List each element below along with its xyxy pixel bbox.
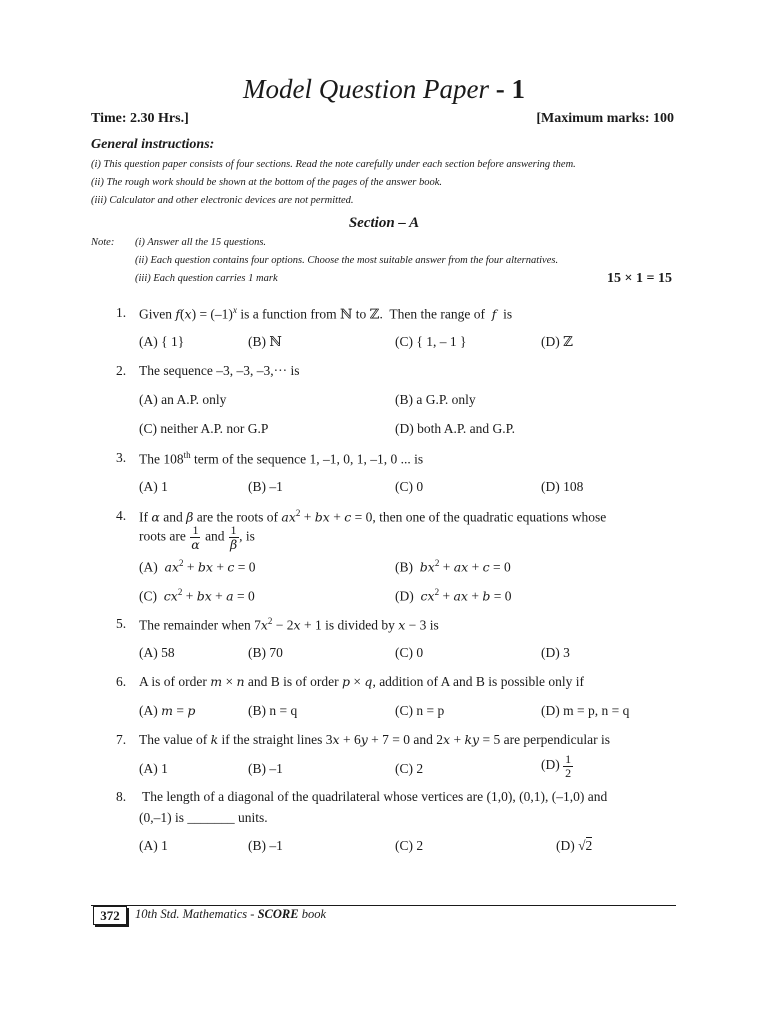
question-text: A is of order m × n and B is of order p × q, addition of A and B is possible only if — [139, 674, 584, 689]
question-number: 1. — [116, 305, 127, 320]
question-text-cont: (0,–1) is _______ units. — [139, 810, 268, 825]
page-number: 372 — [93, 906, 127, 925]
section-marks: 15 × 1 = 15 — [607, 271, 672, 286]
question-text: The remainder when $7x^2 - 2x + 1$ is divided by x − 3 is — [139, 616, 439, 633]
option-b: (B) –1 — [248, 479, 283, 494]
note-item: (i) Answer all the 15 questions. — [135, 237, 267, 248]
question-text: The 108th term of the sequence 1, –1, 0, 1, –1, 0 ... is — [139, 450, 424, 467]
option-d: (D) √2 — [556, 838, 593, 853]
page-title: Model Question Paper - 1 — [243, 74, 525, 104]
option-b: (B) $bx^2$ + ax + c = 0 — [395, 558, 511, 575]
question-number: 2. — [116, 363, 127, 378]
option-b: (B) ℕ — [248, 334, 282, 349]
option-b: (B) –1 — [248, 761, 283, 776]
instruction-item: (ii) The rough work should be shown at the bottom of the pages of the answer book. — [91, 177, 443, 188]
instruction-item: (i) This question paper consists of four sections. Read the note carefully under each section before answering them. — [91, 159, 576, 170]
question-text: The value of k if the straight lines 3x + 6y + 7 = 0 and 2x + ky = 5 are perpendicular is — [139, 732, 611, 747]
option-b: (B) a G.P. only — [395, 392, 476, 407]
option-d: (D) 108 — [541, 479, 584, 494]
option-c: (C) $cx^2$ + bx + a = 0 — [139, 587, 255, 604]
option-d: (D) $\frac{1}{2}$ — [541, 752, 572, 780]
question-number: 3. — [116, 450, 127, 465]
option-d: (D) both A.P. and G.P. — [395, 421, 516, 436]
note-label: Note: — [91, 237, 115, 248]
option-d: (D) $cx^2$ + ax + b = 0 — [395, 587, 512, 604]
option-c: (C) { 1, – 1 } — [395, 334, 467, 349]
footer-book-title: 10th Std. Mathematics - SCORE book — [135, 907, 326, 921]
option-d: (D) 3 — [541, 645, 570, 660]
option-c: (C) 0 — [395, 479, 424, 494]
section-title: Section – A — [348, 215, 420, 231]
question-number: 4. — [116, 508, 127, 523]
option-b: (B) –1 — [248, 838, 283, 853]
option-a: (A) { 1} — [139, 334, 185, 349]
option-a: (A) an A.P. only — [139, 392, 227, 407]
question-number: 8. — [116, 789, 127, 804]
option-a: (A) $ax^2$ + bx + c = 0 — [139, 558, 256, 575]
option-a: (A) 1 — [139, 761, 168, 776]
option-a: (A) 58 — [139, 645, 175, 660]
question-number: 5. — [116, 616, 127, 631]
option-a: (A) 1 — [139, 479, 168, 494]
max-marks-label: [Maximum marks: 100 — [536, 111, 674, 126]
instructions-heading: General instructions: — [91, 137, 215, 152]
question-text: The length of a diagonal of the quadrilateral whose vertices are (1,0), (0,1), (–1,0) and — [142, 789, 608, 804]
time-label: Time: 2.30 Hrs.] — [91, 111, 189, 126]
option-a: (A) m = p — [139, 703, 196, 718]
note-item: (ii) Each question contains four options. Choose the most suitable answer from the four alternatives. — [135, 255, 559, 266]
option-b: (B) 70 — [248, 645, 283, 660]
instruction-item: (iii) Calculator and other electronic devices are not permitted. — [91, 195, 354, 206]
sqrt-symbol: √2 — [578, 838, 593, 853]
option-c: (C) n = p — [395, 703, 445, 718]
option-c: (C) 0 — [395, 645, 424, 660]
option-c: (C) neither A.P. nor G.P — [139, 421, 269, 436]
question-text: If α and β are the roots of $ax^2$ + bx + c = 0, then one of the quadratic equations whose — [139, 508, 607, 525]
question-text-cont: roots are $\frac{1}{\alpha}$ and $\frac{1}{\beta}$ , is — [139, 523, 255, 552]
option-c: (C) 2 — [395, 838, 424, 853]
footer-rule — [91, 905, 676, 906]
option-b: (B) n = q — [248, 703, 298, 718]
option-d: (D) m = p, n = q — [541, 703, 630, 718]
question-text: Given $f(x) = (-1)^x$ is a function from ℕ to ℤ. Then the range of f is — [139, 305, 513, 322]
question-number: 7. — [116, 732, 127, 747]
option-c: (C) 2 — [395, 761, 424, 776]
question-text: The sequence –3, –3, –3,··· is — [139, 363, 300, 378]
note-item: (iii) Each question carries 1 mark — [135, 273, 278, 284]
option-a: (A) 1 — [139, 838, 168, 853]
option-d: (D) ℤ — [541, 334, 573, 349]
question-number: 6. — [116, 674, 127, 689]
